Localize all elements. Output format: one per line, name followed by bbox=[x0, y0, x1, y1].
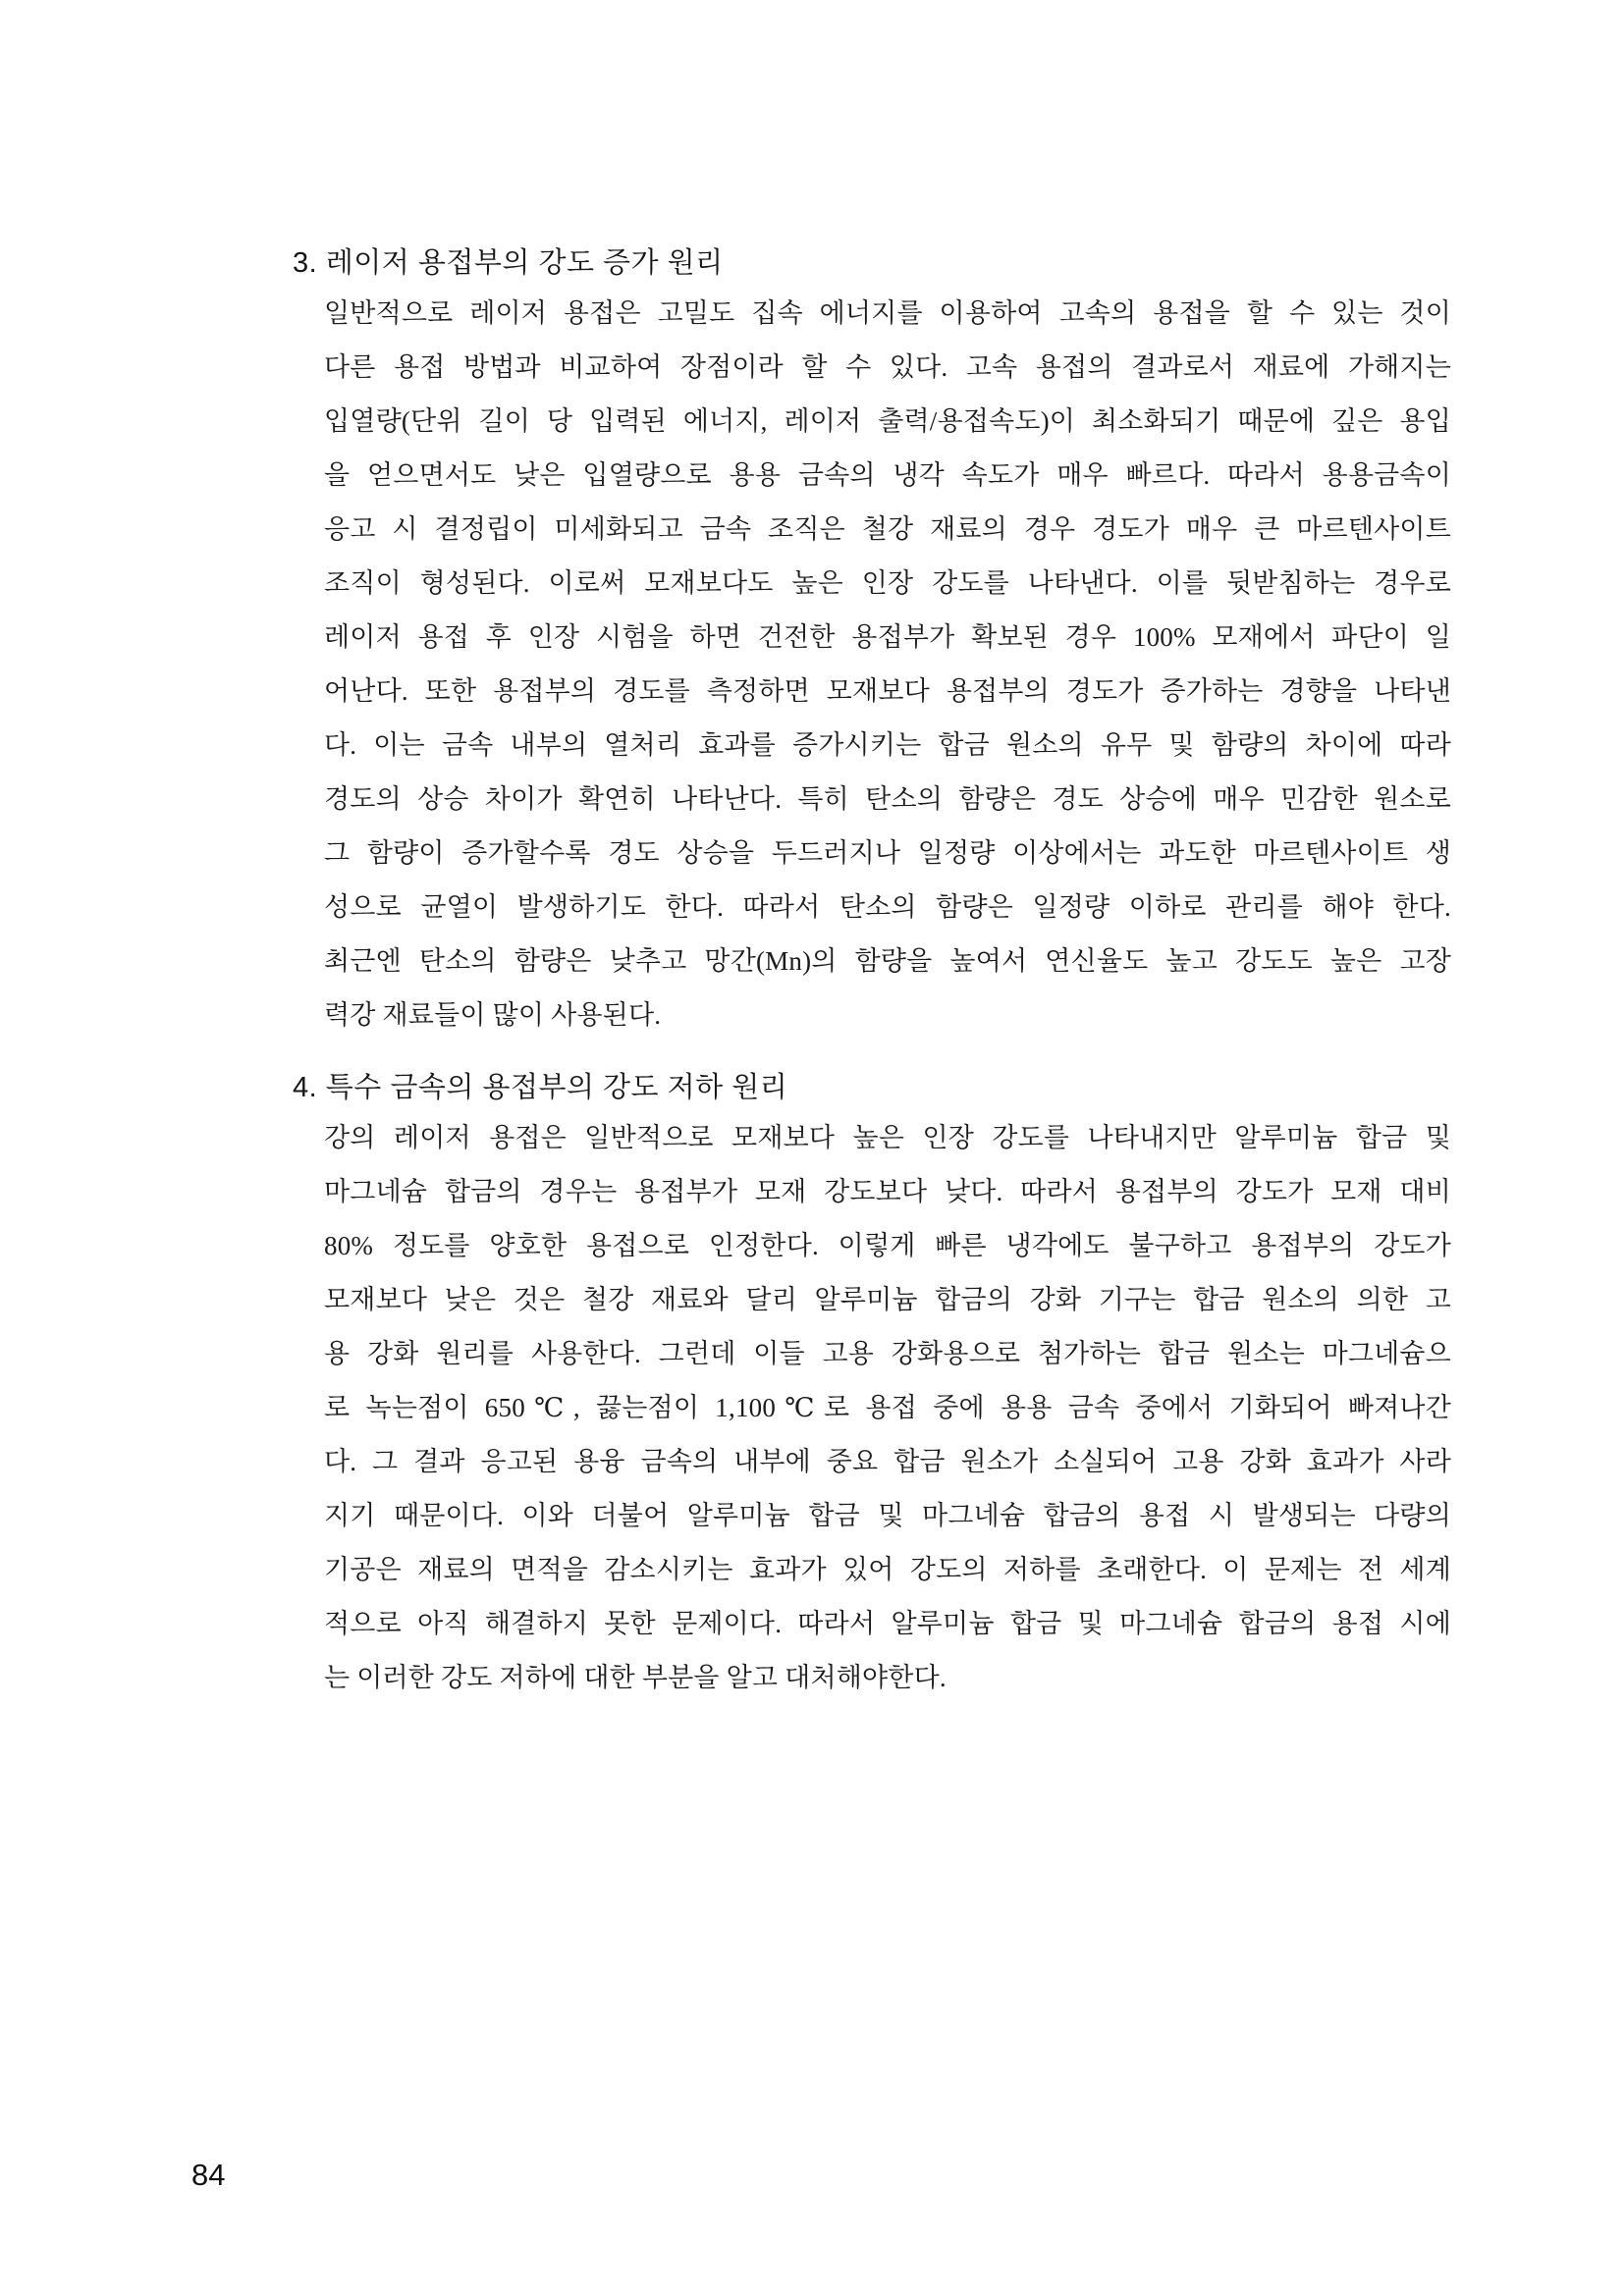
section-3-paragraph bbox=[293, 287, 1451, 1042]
text-line: 조직이 형성된다. 이로써 모재보다도 높은 인장 강도를 나타낸다. 이를 뒷받침하는 경우로 bbox=[324, 568, 1451, 598]
text-line: 최근엔 탄소의 함량은 낮추고 망간(Mn)의 함량을 높여서 연신율도 높고 강도도 높은 고장 bbox=[324, 946, 1451, 976]
text-line: 로 녹는점이 650℃, 끓는점이 1,100℃로 용접 중에 용용 금속 중에서 기화되어 빠져나간 bbox=[324, 1393, 1451, 1422]
text-line: 어난다. 또한 용접부의 경도를 측정하면 모재보다 용접부의 경도가 증가하는 경향을 나타낸 bbox=[324, 676, 1451, 706]
section-laser-weld-strength-increase bbox=[293, 245, 1451, 1042]
section-special-metal-strength-decrease bbox=[293, 1070, 1451, 1705]
text-line: 용 강화 원리를 사용한다. 그런데 이들 고용 강화용으로 첨가하는 합금 원소는 마그네슘으 bbox=[324, 1339, 1451, 1368]
text-line: 강의 레이저 용접은 일반적으로 모재보다 높은 인장 강도를 나타내지만 알루미늄 합금 및 bbox=[324, 1123, 1451, 1152]
text-line: 레이저 용접 후 인장 시험을 하면 건전한 용접부가 확보된 경우 100% 모재에서 파단이 일 bbox=[324, 622, 1451, 652]
text-line: 다. 이는 금속 내부의 열처리 효과를 증가시키는 합금 원소의 유무 및 함량의 차이에 따라 bbox=[324, 730, 1451, 760]
text-line: 80% 정도를 양호한 용접으로 인정한다. 이렇게 빠른 냉각에도 불구하고 용접부의 강도가 bbox=[324, 1231, 1451, 1260]
text-line: 기공은 재료의 면적을 감소시키는 효과가 있어 강도의 저하를 초래한다. 이 문제는 전 세계 bbox=[324, 1555, 1451, 1584]
text-line: 다. 그 결과 응고된 용융 금속의 내부에 중요 합금 원소가 소실되어 고용 강화 효과가 사라 bbox=[324, 1447, 1451, 1476]
text-line: 그 함량이 증가할수록 경도 상승을 두드러지나 일정량 이상에서는 과도한 마르텐사이트 생 bbox=[324, 838, 1451, 868]
text-line: 경도의 상승 차이가 확연히 나타난다. 특히 탄소의 함량은 경도 상승에 매우 민감한 원소로 bbox=[324, 784, 1451, 814]
text-line: 마그네슘 합금의 경우는 용접부가 모재 강도보다 낮다. 따라서 용접부의 강도가 모재 대비 bbox=[324, 1177, 1451, 1206]
text-line: 적으로 아직 해결하지 못한 문제이다. 따라서 알루미늄 합금 및 마그네슘 합금의 용접 시에 bbox=[324, 1609, 1451, 1638]
text-line: 다른 용접 방법과 비교하여 장점이라 할 수 있다. 고속 용접의 결과로서 재료에 가해지는 bbox=[324, 352, 1451, 382]
page-number: 84 bbox=[191, 2158, 226, 2192]
text-line: 성으로 균열이 발생하기도 한다. 따라서 탄소의 함량은 일정량 이하로 관리를 해야 한다. bbox=[324, 892, 1451, 922]
section-3-heading: 3. 레이저 용접부의 강도 증가 원리 bbox=[293, 247, 724, 279]
text-line: 모재보다 낮은 것은 철강 재료와 달리 알루미늄 합금의 강화 기구는 합금 원소의 의한 고 bbox=[324, 1285, 1451, 1314]
text-line: 일반적으로 레이저 용접은 고밀도 집속 에너지를 이용하여 고속의 용접을 할 수 있는 것이 bbox=[324, 298, 1451, 328]
text-line: 입열량(단위 길이 당 입력된 에너지, 레이저 출력/용접속도)이 최소화되기 때문에 깊은 용입 bbox=[324, 406, 1451, 436]
text-line: 을 얻으면서도 낮은 입열량으로 용용 금속의 냉각 속도가 매우 빠르다. 따라서 용용금속이 bbox=[324, 460, 1451, 490]
section-4-paragraph bbox=[293, 1111, 1451, 1705]
text-line: 력강 재료들이 많이 사용된다. bbox=[324, 1000, 662, 1030]
text-line: 지기 때문이다. 이와 더불어 알루미늄 합금 및 마그네슘 합금의 용접 시 발생되는 다량의 bbox=[324, 1501, 1451, 1530]
text-line: 는 이러한 강도 저하에 대한 부분을 알고 대처해야한다. bbox=[324, 1663, 947, 1692]
text-line: 응고 시 결정립이 미세화되고 금속 조직은 철강 재료의 경우 경도가 매우 큰 마르텐사이트 bbox=[324, 514, 1451, 544]
section-4-heading: 4. 특수 금속의 용접부의 강도 저하 원리 bbox=[293, 1072, 788, 1103]
